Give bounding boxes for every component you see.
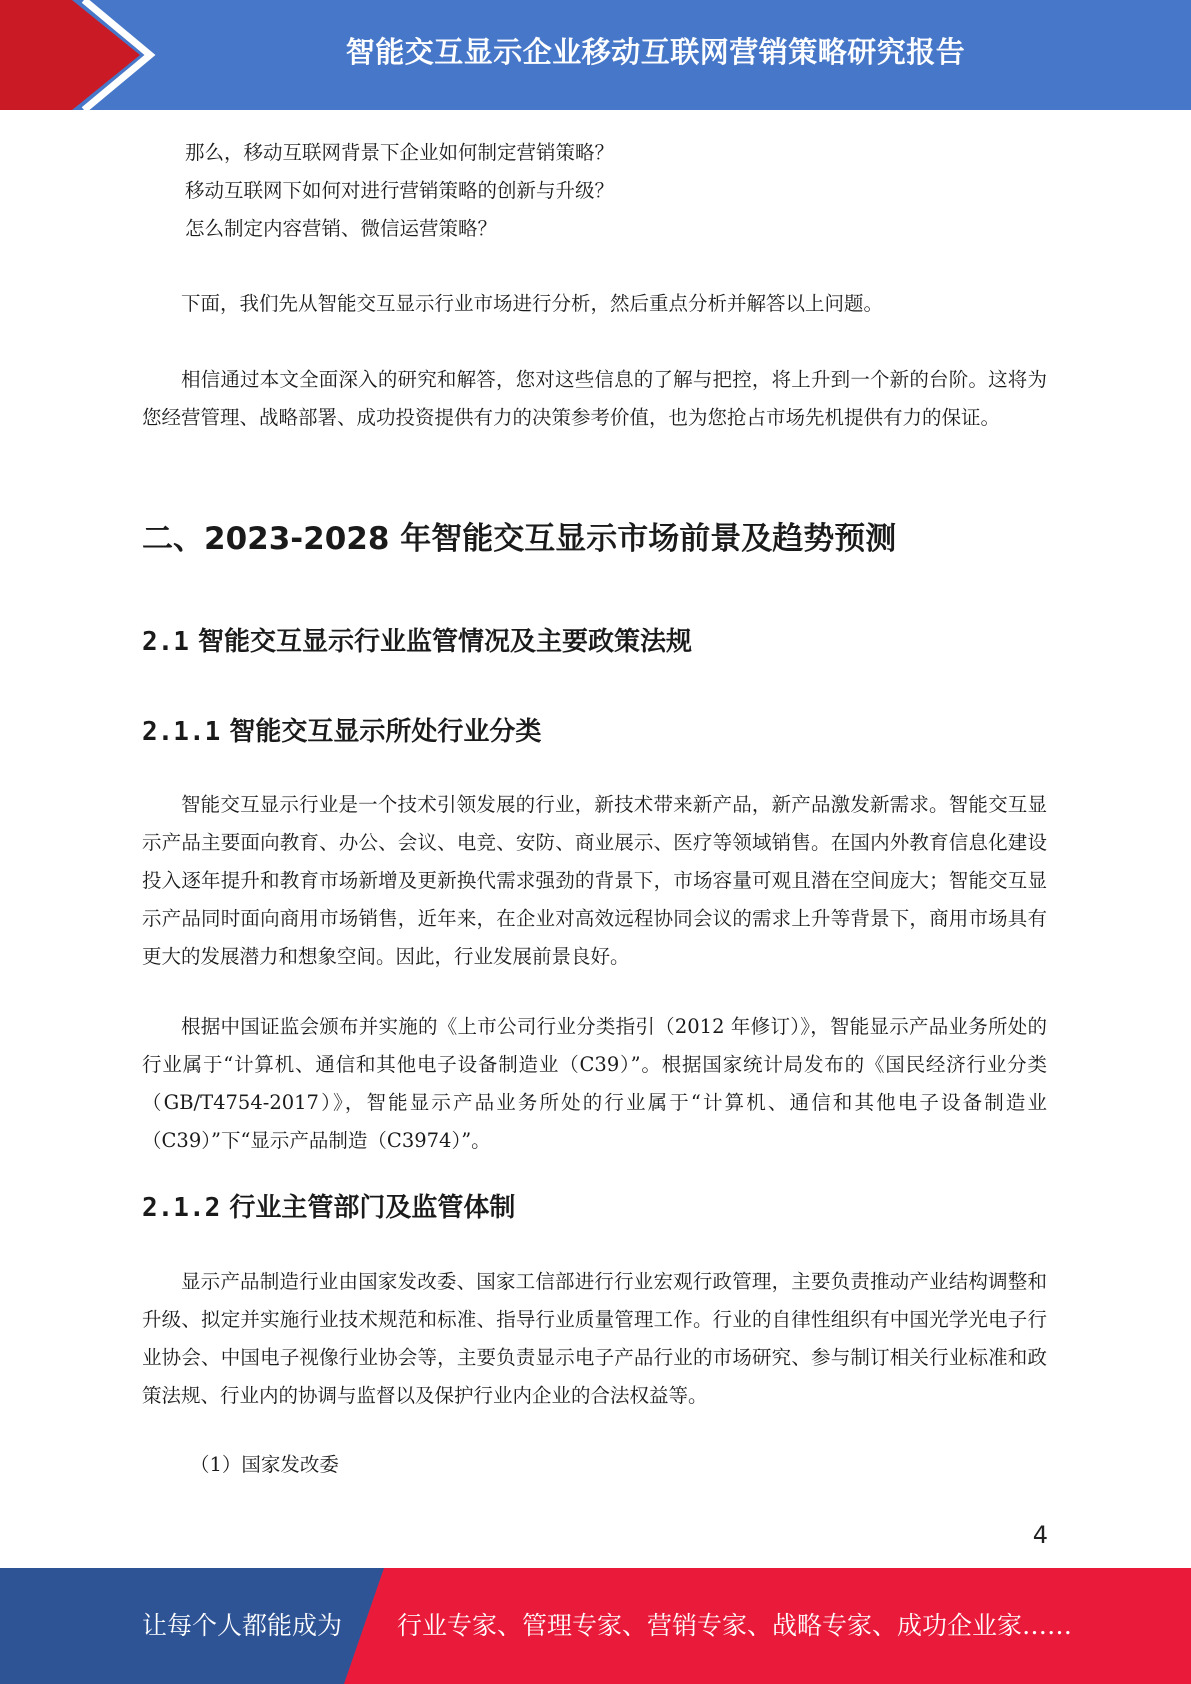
report-title: 智能交互显示企业移动互联网营销策略研究报告 — [345, 35, 966, 69]
subsection-number: 2.1.2 — [142, 1193, 221, 1223]
body-paragraph: 智能交互显示行业是一个技术引领发展的行业，新技术带来新产品，新产品激发新需求。智能交互显示产品主要面向教育、办公、会议、电竞、安防、商业展示、医疗等领域销售。在国内外教育信息化建设投入逐年提升和教育市场新增及更新换代需求强劲的背景下，市场容量可观且潜在空间庞大；智能交互显示产品同时面向商用市场销售，近年来，在企业对高效远程协同会议的需求上升等背景下，商用市场具有更大的发展潜力和想象空间。因此，行业发展前景良好。 — [142, 793, 1047, 968]
page-number: 4 — [1032, 1521, 1048, 1549]
body-paragraph: 根据中国证监会颁布并实施的《上市公司行业分类指引（2012 年修订）》，智能显示产品业务所处的行业属于“计算机、通信和其他电子设备制造业（C39）”。根据国家统计局发布的《国民经济行业分类（GB/T4754-2017）》，智能显示产品业务所处的行业属于“计算机、通信和其他电子设备制造业（C39）”下“显示产品制造（C3974）”。 — [142, 1015, 1047, 1152]
subsection-title: 行业主管部门及监管体制 — [229, 1193, 516, 1223]
subsection-heading — [142, 622, 692, 662]
intro-paragraph: 下面，我们先从智能交互显示行业市场进行分析，然后重点分析并解答以上问题。 — [181, 292, 884, 315]
intro-paragraph: 相信通过本文全面深入的研究和解答，您对这些信息的了解与把控，将上升到一个新的台阶。这将为您经营管理、战略部署、成功投资提供有力的决策参考价值，也为您抢占市场先机提供有力的保证。 — [142, 368, 1047, 429]
footer-slogan-right: 行业专家、管理专家、营销专家、战略专家、成功企业家…… — [397, 1611, 1073, 1640]
question-line: 那么，移动互联网背景下企业如何制定营销策略？ — [185, 141, 615, 164]
list-item: （1）国家发改委 — [190, 1453, 339, 1476]
page-footer — [0, 1568, 1191, 1684]
body-paragraph: 显示产品制造行业由国家发改委、国家工信部进行行业宏观行政管理，主要负责推动产业结构调整和升级、拟定并实施行业技术规范和标准、指导行业质量管理工作。行业的自律性组织有中国光学光电子行业协会、中国电子视像行业协会等，主要负责显示电子产品行业的市场研究、参与制订相关行业标准和政策法规、行业内的协调与监督以及保护行业内企业的合法权益等。 — [142, 1270, 1047, 1407]
section-heading: 二、2023-2028 年智能交互显示市场前景及趋势预测 — [142, 521, 897, 557]
subsection-heading — [142, 712, 541, 752]
subsection-title: 智能交互显示所处行业分类 — [229, 717, 542, 747]
subsection-number: 2.1.1 — [142, 717, 221, 747]
subsection-title: 智能交互显示行业监管情况及主要政策法规 — [198, 627, 693, 657]
subsection-heading — [142, 1188, 515, 1228]
question-line: 怎么制定内容营销、微信运营策略？ — [185, 217, 498, 240]
subsection-number: 2.1 — [142, 627, 189, 657]
footer-slogan-left: 让每个人都能成为 — [142, 1611, 343, 1640]
question-line: 移动互联网下如何对进行营销策略的创新与升级？ — [185, 179, 615, 202]
